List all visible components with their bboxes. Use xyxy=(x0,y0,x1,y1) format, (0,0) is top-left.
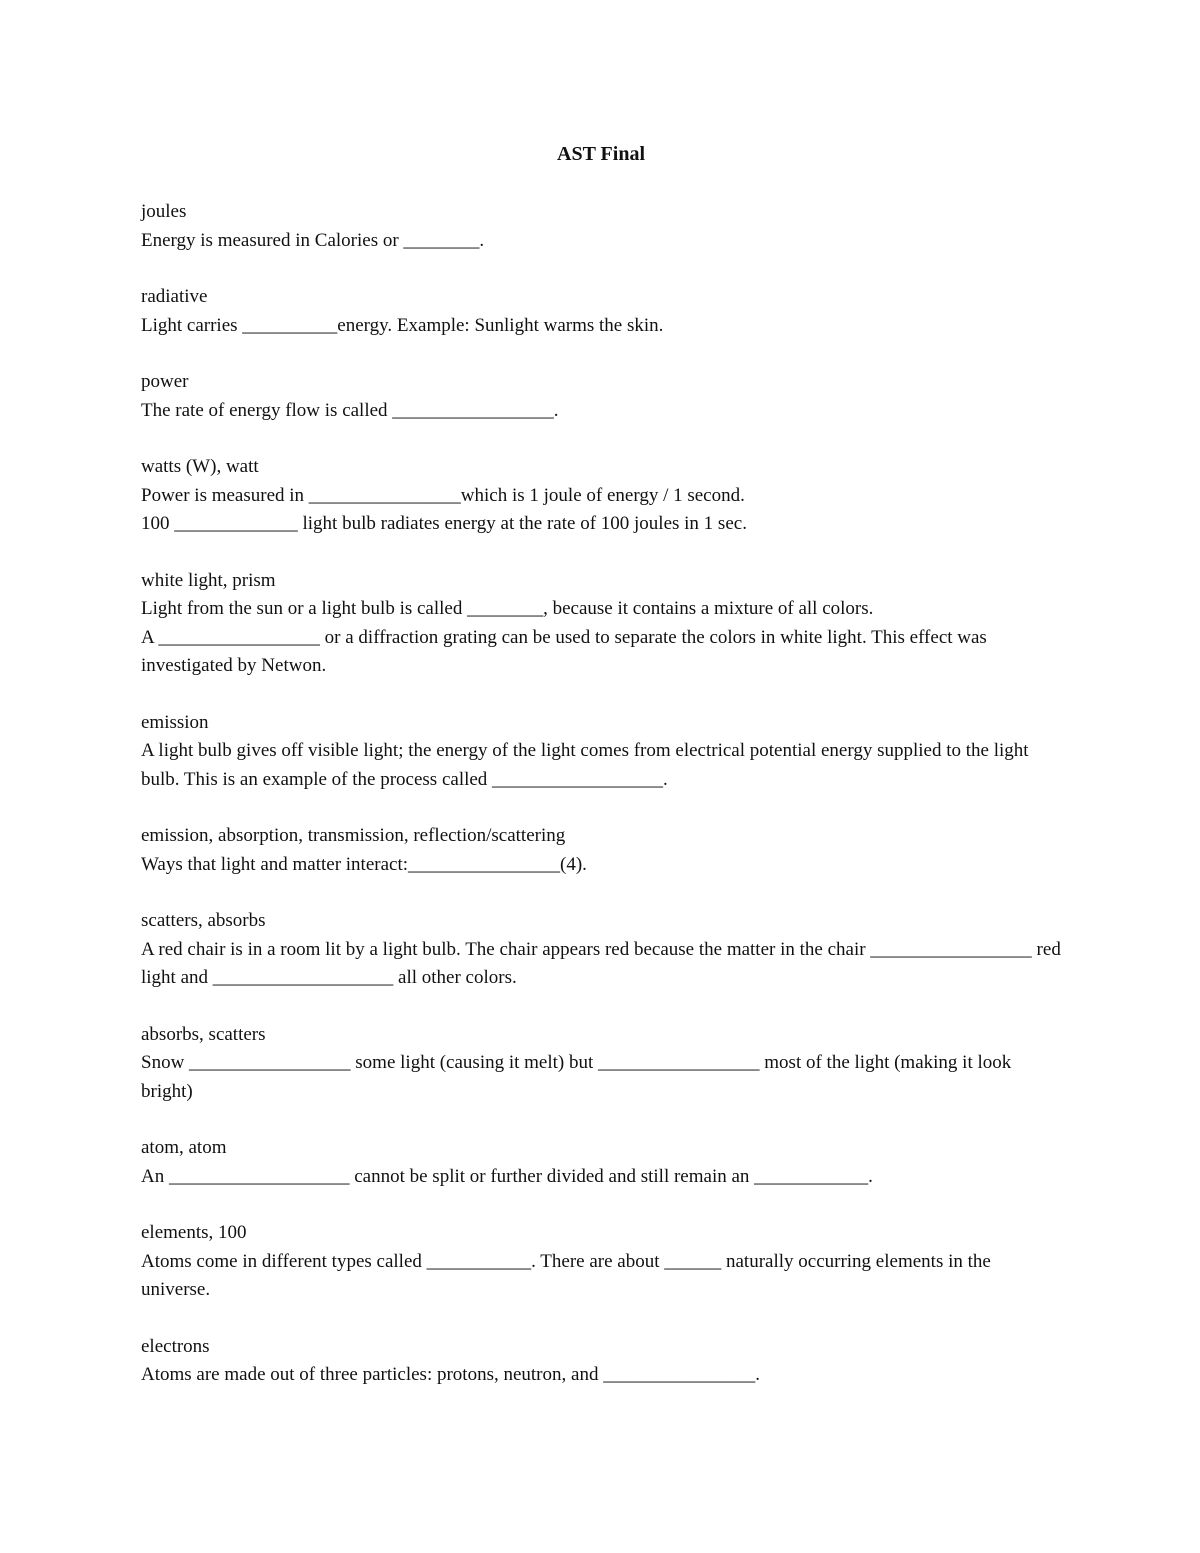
question-text: The rate of energy flow is called _________________. xyxy=(141,399,559,421)
question-text: Power is measured in ________________which is 1 joule of energy / 1 second. 100 _____________ light bulb radiates energy at the rate of 100 joules in 1 sec. xyxy=(141,484,747,534)
list-item xyxy=(141,1219,1061,1305)
list-item xyxy=(141,368,1061,425)
question-text: Energy is measured in Calories or ________. xyxy=(141,229,485,251)
document-page xyxy=(141,140,1066,1418)
list-item xyxy=(141,907,1066,993)
list-item xyxy=(141,1134,1061,1191)
question-text: Atoms are made out of three particles: protons, neutron, and ________________. xyxy=(141,1364,760,1385)
answer-text: scatters, absorbs xyxy=(141,910,266,931)
answer-text: white light, prism xyxy=(141,569,276,591)
answer-text: electrons xyxy=(141,1335,210,1357)
question-text: An ___________________ cannot be split or further divided and still remain an ____________. xyxy=(141,1165,873,1187)
question-text: Light from the sun or a light bulb is called ________, because it contains a mixture of all colors. A _________________ or a diffraction grating can be used to separate the colors in white light. This effect was investigated by Netwon. xyxy=(141,598,987,676)
answer-text: absorbs, scatters xyxy=(141,1023,266,1045)
list-item xyxy=(141,198,1061,255)
answer-text: power xyxy=(141,371,189,392)
question-text: A red chair is in a room lit by a light bulb. The chair appears red because the matter in the chair _________________ red light and ___________________ all other colors. xyxy=(141,938,1066,988)
list-item xyxy=(141,283,1061,340)
answer-text: radiative xyxy=(141,286,208,307)
question-text: A light bulb gives off visible light; the energy of the light comes from electrical potential energy supplied to the light bulb. This is an example of the process called __________________. xyxy=(141,740,1034,790)
answer-text: emission xyxy=(141,711,209,733)
list-item xyxy=(141,567,1061,681)
list-item xyxy=(141,709,1061,795)
answer-text: watts (W), watt xyxy=(141,456,259,477)
answer-text: emission, absorption, transmission, reflection/scattering xyxy=(141,825,566,846)
question-text: Atoms come in different types called ___________. There are about ______ naturally occurring elements in the universe. xyxy=(141,1250,996,1300)
question-text: Light carries __________energy. Example: Sunlight warms the skin. xyxy=(141,314,664,336)
list-item xyxy=(141,1333,1061,1390)
question-text: Snow _________________ some light (causing it melt) but _________________ most of the light (making it look bright) xyxy=(141,1052,1017,1102)
answer-text: atom, atom xyxy=(141,1137,227,1158)
list-item xyxy=(141,822,1061,879)
document-title: AST Final xyxy=(557,143,645,165)
list-item xyxy=(141,1021,1061,1107)
question-text: Ways that light and matter interact:________________(4). xyxy=(141,853,587,875)
answer-text: joules xyxy=(141,201,187,222)
list-item xyxy=(141,453,1061,539)
answer-text: elements, 100 xyxy=(141,1222,247,1243)
